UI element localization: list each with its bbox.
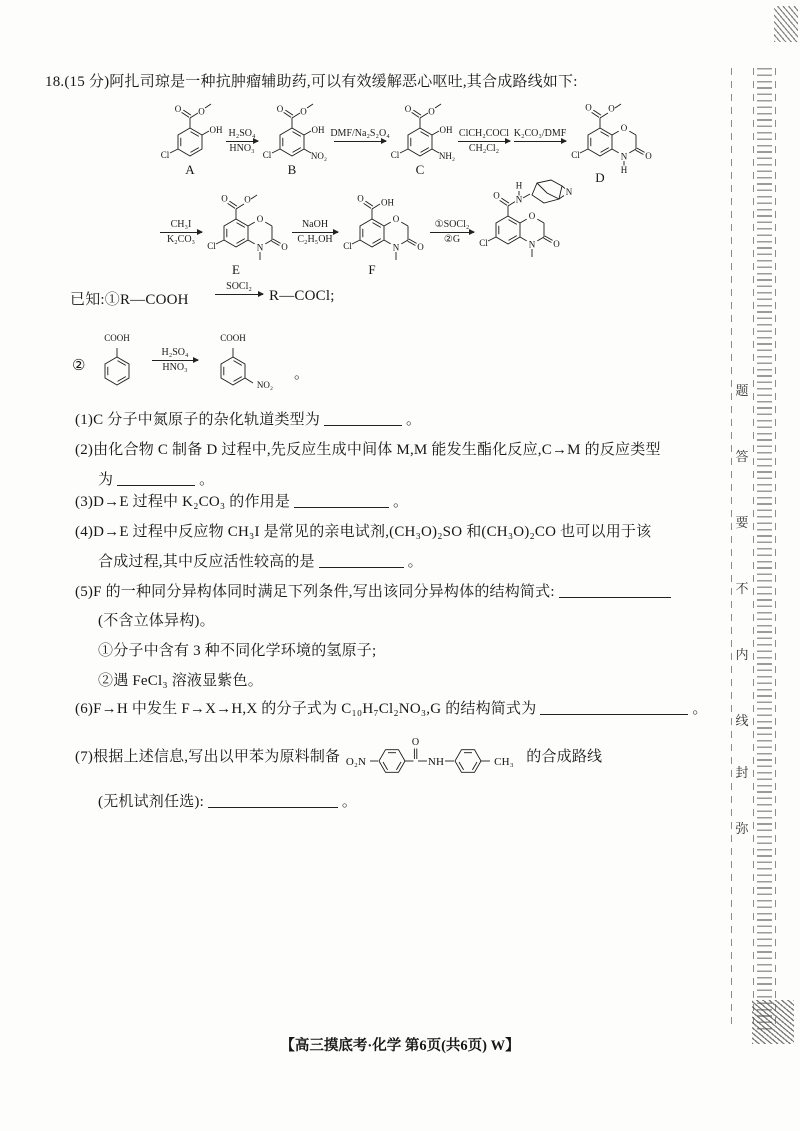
condition-top: DMF/Na₂S₂O₄ xyxy=(330,128,390,139)
arrow-shaft xyxy=(430,232,474,233)
known-item2-number: ② xyxy=(72,358,86,374)
atom-label: O₂N xyxy=(346,756,367,768)
atom-label: Cl xyxy=(571,150,580,160)
condition-top: ClCH₂COCl xyxy=(458,128,510,139)
answer-blank xyxy=(208,793,338,808)
seal-dashed-line-edge xyxy=(775,68,776,1030)
atom-label: O xyxy=(281,242,288,252)
nitrobenzoic-acid-drawing xyxy=(204,320,292,394)
atom-label: NH₂ xyxy=(438,151,456,161)
known-result: R—COCl; xyxy=(269,288,335,304)
atom-label: NH xyxy=(428,756,445,768)
seal-text-char: 弥 xyxy=(735,821,749,836)
reaction-arrow-1 xyxy=(226,129,258,154)
atom-label: O xyxy=(221,193,228,204)
atom-label: O xyxy=(392,214,400,224)
structure-C-label: C xyxy=(415,162,425,177)
reaction-arrow-2 xyxy=(330,128,390,142)
atom-label: O xyxy=(620,123,628,133)
atom-label: N xyxy=(565,187,573,197)
known-arrow-1 xyxy=(215,282,263,295)
atom-label: O xyxy=(645,151,652,161)
condition-top: SOCl₂ xyxy=(226,281,252,292)
known-arrow-2 xyxy=(152,348,198,373)
structure-E-drawing xyxy=(206,175,294,267)
question-2-text: 为 xyxy=(98,472,114,488)
atom-label: COOH xyxy=(104,333,130,343)
atom-label: H xyxy=(515,180,523,191)
question-1 xyxy=(75,408,421,429)
question-5-line2: (不含立体异构)。 xyxy=(98,613,215,629)
question-18-title: 18.(15 分)阿扎司琼是一种抗肿瘤辅助药,可以有效缓解恶心呕吐,其合成路线如下: xyxy=(45,74,578,90)
atom-label: Cl xyxy=(207,241,216,251)
bonds xyxy=(105,348,129,385)
seal-dashed-line-right xyxy=(753,68,754,1030)
atom-label: O xyxy=(300,106,307,117)
condition-bottom: K₂CO₃ xyxy=(166,233,196,245)
atom-label: Cl xyxy=(160,150,170,160)
atom-label: Cl xyxy=(479,238,488,248)
question-7-line1 xyxy=(75,730,602,780)
structure-azasetron-drawing xyxy=(478,172,576,264)
arrow-shaft xyxy=(458,141,510,142)
question-5-line1 xyxy=(75,580,671,601)
condition-bottom: C₂H₅OH xyxy=(297,233,333,245)
benzoic-acid-drawing xyxy=(88,322,146,392)
atom-label: H xyxy=(620,165,628,175)
arrow-shaft xyxy=(226,141,258,142)
atom-label: OH xyxy=(209,125,223,135)
question-4-line1: (4)D→E 过程中反应物 CH₃I 是常见的亲电试剂,(CH₃O)₂SO 和(CH₃O)₂CO 也可以用于该 xyxy=(75,524,652,540)
atom-label: O xyxy=(412,737,420,748)
seal-text-char: 要 xyxy=(735,515,749,530)
condition-bottom: CH₂Cl₂ xyxy=(468,142,500,154)
answer-blank xyxy=(319,553,404,568)
seal-text-char: 不 xyxy=(735,581,749,596)
question-7-note: (无机试剂任选): xyxy=(98,794,204,810)
question-3-period: 。 xyxy=(392,494,409,510)
atom-label: NO₂ xyxy=(256,380,274,390)
bonds xyxy=(352,201,417,260)
target-molecule-drawing xyxy=(343,730,523,780)
answer-blank xyxy=(559,583,671,598)
arrow-shaft xyxy=(152,360,198,361)
condition-top: NaOH xyxy=(301,219,329,230)
structure-F-drawing xyxy=(342,175,430,267)
atom-label: O xyxy=(198,106,205,117)
atom-label: N xyxy=(528,239,536,250)
reaction-arrow-7 xyxy=(430,220,474,245)
atom-label: O xyxy=(553,239,560,249)
structure-F-label: F xyxy=(368,262,376,277)
atom-label: O xyxy=(428,106,435,117)
question-4-period: 。 xyxy=(407,554,423,570)
arrow-shaft xyxy=(292,232,338,233)
arrow-shaft xyxy=(160,232,202,233)
seal-dashed-line-left xyxy=(731,68,732,1030)
question-7-text-after: 的合成路线 xyxy=(526,748,603,765)
structure-A-drawing xyxy=(158,88,228,162)
seal-text-char: 线 xyxy=(735,713,749,728)
answer-blank xyxy=(294,493,389,508)
atom-label: O xyxy=(357,193,364,204)
scan-corner-mark-top xyxy=(774,6,798,42)
condition-top: CH₃I xyxy=(170,219,192,230)
atom-label: O xyxy=(244,194,251,205)
question-4-text: 合成过程,其中反应活性较高的是 xyxy=(98,554,315,570)
arrow-shaft xyxy=(514,141,566,142)
question-7-period: 。 xyxy=(341,794,358,810)
question-3 xyxy=(75,490,408,511)
atom-label: OH xyxy=(381,197,394,208)
atom-label: N xyxy=(392,242,400,253)
reaction-arrow-6 xyxy=(292,220,338,245)
bonds xyxy=(216,195,281,260)
condition-top: H₂SO₄ xyxy=(228,128,256,139)
question-1-period: 。 xyxy=(405,412,422,428)
atom-label: COOH xyxy=(220,333,246,343)
condition-bottom: ②G xyxy=(443,233,461,245)
binding-perforation-strip xyxy=(757,68,772,1030)
scan-corner-mark-bottom xyxy=(752,1000,794,1044)
atom-label: O xyxy=(417,242,424,252)
question-1-text: (1)C 分子中氮原子的杂化轨道类型为 xyxy=(75,412,321,428)
structure-D-label: D xyxy=(595,170,605,185)
atom-label: N xyxy=(620,151,628,162)
question-4-line2 xyxy=(98,550,423,571)
atom-label: N xyxy=(515,194,523,205)
atom-label: Cl xyxy=(390,150,400,160)
question-2-period: 。 xyxy=(199,472,215,488)
atom-label: OH xyxy=(311,125,325,135)
seal-text-char: 封 xyxy=(735,765,749,780)
atom-label: O xyxy=(276,104,284,114)
structure-B-drawing xyxy=(260,88,340,164)
seal-text-char: 题 xyxy=(735,383,749,398)
question-2-line1: (2)由化合物 C 制备 D 过程中,先反应生成中间体 M,M 能发生酯化反应,C→M 的反应类型 xyxy=(75,442,661,458)
answer-blank xyxy=(324,411,402,426)
condition-top: K₂CO₃/DMF xyxy=(513,128,567,139)
atom-label: N xyxy=(256,242,264,253)
atom-label: O xyxy=(174,104,182,114)
reaction-arrow-3 xyxy=(458,129,510,154)
question-6-period: 。 xyxy=(692,701,708,717)
condition-bottom: HNO₃ xyxy=(229,142,255,154)
atom-label: O xyxy=(608,103,615,114)
question-2-line2 xyxy=(98,468,214,489)
atom-label: CH₃ xyxy=(494,756,515,768)
reaction-arrow-4 xyxy=(514,129,566,142)
atom-label: O xyxy=(528,211,536,221)
question-3-text: (3)D→E 过程中 K₂CO₃ 的作用是 xyxy=(75,494,291,510)
answer-blank xyxy=(117,471,195,486)
structure-C-drawing xyxy=(388,88,468,164)
atom-label: OH xyxy=(439,125,453,135)
atom-label: O xyxy=(493,190,500,201)
seal-text-char: 答 xyxy=(735,449,749,464)
answer-blank xyxy=(540,700,688,715)
question-5-condition-2: ②遇 FeCl₃ 溶液显紫色。 xyxy=(98,673,263,689)
reaction-arrow-5 xyxy=(160,220,202,245)
question-5-text: (5)F 的一种同分异构体同时满足下列条件,写出该同分异构体的结构简式: xyxy=(75,584,555,600)
arrow-shaft xyxy=(215,294,263,295)
bonds xyxy=(221,348,253,385)
structure-B-label: B xyxy=(287,162,297,177)
arrow-shaft xyxy=(334,141,386,142)
page-footer: 【高三摸底考·化学 第6页(共6页) W】 xyxy=(280,1038,520,1054)
condition-top: H₂SO₄ xyxy=(161,347,189,358)
atom-label: Cl xyxy=(262,150,272,160)
question-6 xyxy=(75,697,708,718)
question-6-text: (6)F→H 中发生 F→X→H,X 的分子式为 C₁₀H₇Cl₂NO₃,G 的结构简式为 xyxy=(75,701,537,717)
atom-label: O xyxy=(585,102,592,113)
structure-A-label: A xyxy=(185,162,195,177)
atom-label: Cl xyxy=(343,241,352,251)
known-item2-period: 。 xyxy=(294,366,310,382)
question-7-line2 xyxy=(98,790,357,811)
structure-D-drawing xyxy=(570,84,658,178)
atom-label: O xyxy=(256,214,264,224)
condition-top: ①SOCl₂ xyxy=(434,219,470,230)
known-lead: 已知:①R—COOH xyxy=(70,292,189,308)
structure-E-label: E xyxy=(232,262,240,277)
atom-label: NO₂ xyxy=(310,151,328,161)
seal-text-char: 内 xyxy=(735,647,749,662)
atom-label: O xyxy=(404,104,412,114)
condition-bottom: HNO₃ xyxy=(162,361,188,373)
question-5-condition-1: ①分子中含有 3 种不同化学环境的氢原子; xyxy=(98,643,377,659)
question-7-text: (7)根据上述信息,写出以甲苯为原料制备 xyxy=(75,748,341,765)
